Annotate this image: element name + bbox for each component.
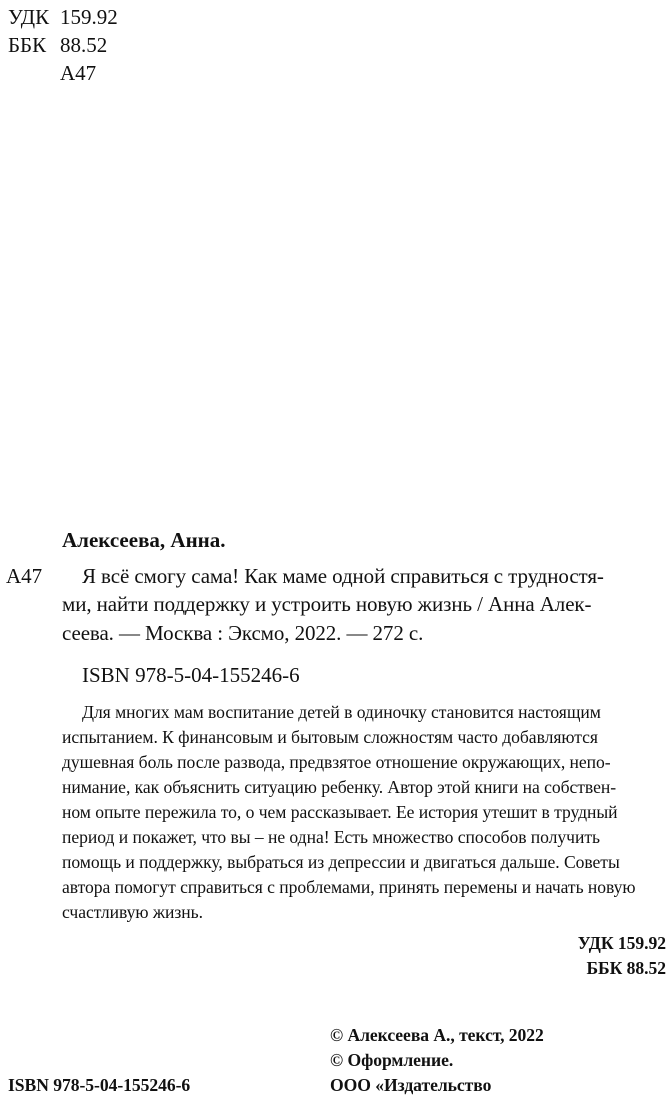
copyright-design: © Оформление. bbox=[330, 1050, 454, 1070]
author-mark: А47 bbox=[6, 564, 43, 588]
title-line-3: сеева. — Москва : Эксмо, 2022. — 272 с. bbox=[62, 621, 424, 645]
annotation-line-7: помощь и поддержку, выбраться из депрессии и двигаться дальше. Советы bbox=[62, 852, 620, 872]
bbk-top bbox=[8, 32, 107, 58]
copyright-publisher: ООО «Издательство bbox=[330, 1075, 492, 1095]
udk-value: 159.92 bbox=[60, 5, 118, 29]
annotation-line-6: период и покажет, что вы – не одна! Есть множество способов получить bbox=[62, 827, 600, 847]
udk-bottom: УДК 159.92 bbox=[577, 933, 666, 953]
annotation-line-3: душевная боль после развода, предвзятое отношение окружающих, непо- bbox=[62, 752, 611, 772]
copyright-text: © Алексеева А., текст, 2022 bbox=[330, 1025, 544, 1045]
title-line-2: ми, найти поддержку и устроить новую жизнь / Анна Алек- bbox=[62, 592, 592, 616]
udk-label: УДК bbox=[8, 5, 50, 29]
annotation-line-4: нимание, как объяснить ситуацию ребенку. Автор этой книги на собствен- bbox=[62, 777, 617, 797]
annotation-line-8: автора помогут справиться с проблемами, принять перемены и начать новую bbox=[62, 877, 636, 897]
isbn-main: ISBN 978-5-04-155246-6 bbox=[82, 663, 300, 687]
udk-top bbox=[8, 4, 118, 30]
author-heading: Алексеева, Анна. bbox=[62, 528, 226, 552]
annotation-line-1: Для многих мам воспитание детей в одиночку становится настоящим bbox=[82, 702, 601, 722]
bbk-bottom: ББК 88.52 bbox=[586, 958, 666, 978]
annotation-line-9: счастливую жизнь. bbox=[62, 902, 203, 922]
annotation-line-2: испытанием. К финансовым и бытовым сложностям часто добавляются bbox=[62, 727, 598, 747]
bbk-label: ББК bbox=[8, 33, 47, 57]
bbk-value: 88.52 bbox=[60, 33, 108, 57]
edge-fade bbox=[520, 1068, 672, 1100]
title-line-1: Я всё смогу сама! Как маме одной справиться с трудностя- bbox=[82, 564, 604, 588]
footer-isbn: ISBN 978-5-04-155246-6 bbox=[8, 1075, 191, 1095]
author-mark-top: А47 bbox=[60, 61, 97, 85]
annotation-line-5: ном опыте пережила то, о чем рассказывает. Ее история утешит в трудный bbox=[62, 802, 618, 822]
